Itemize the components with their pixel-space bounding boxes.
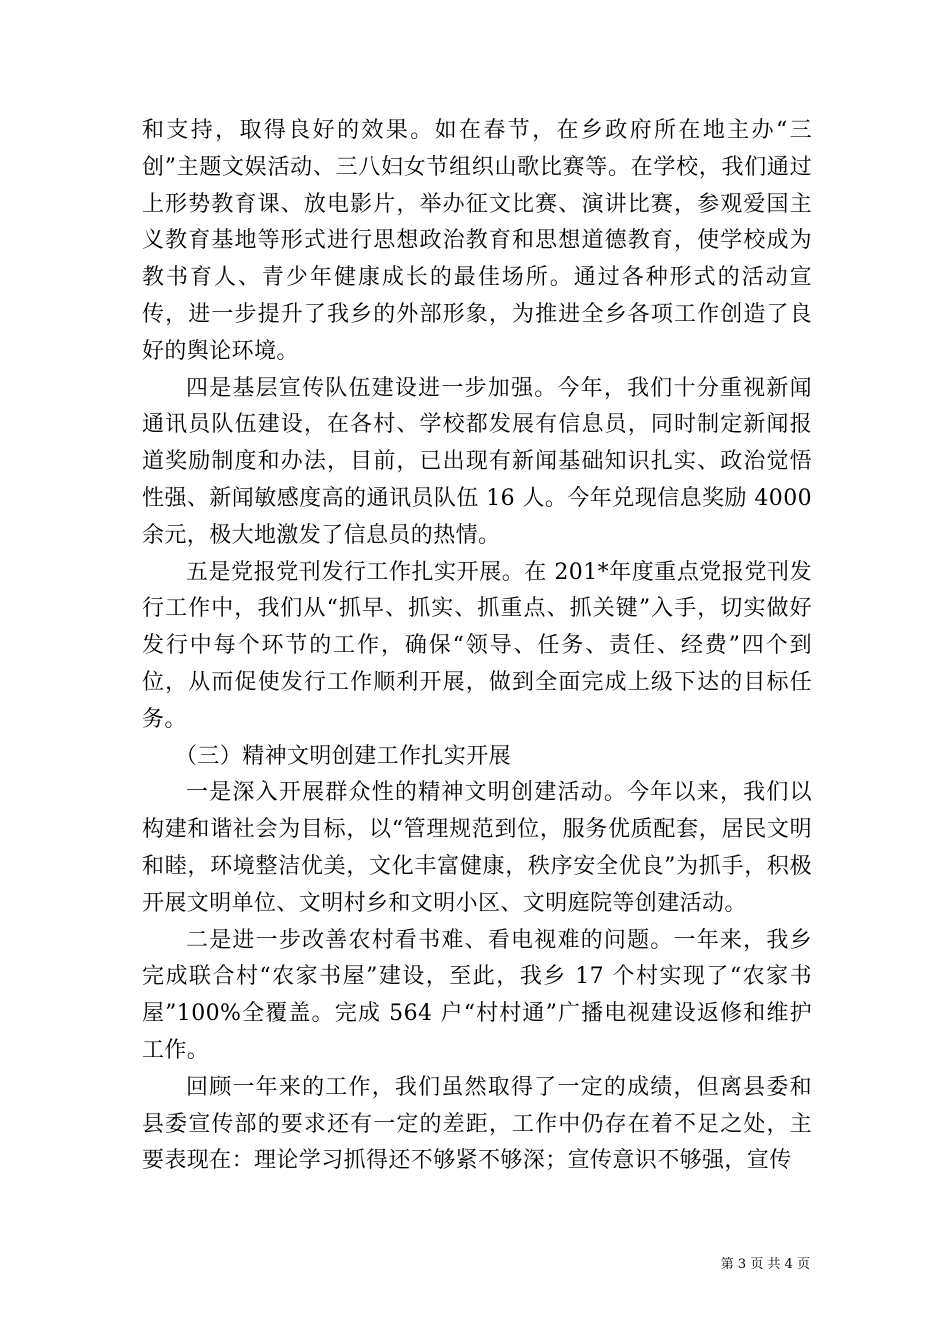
paragraph-party-newspaper: 五是党报党刊发行工作扎实开展。在 201*年度重点党报党刊发行工作中，我们从“抓早、抓实、抓重点、抓关键”入手，切实做好发行中每个环节的工作，确保“领导、任务、责任、经费”四个到位，从而促使发行工作顺利开展，做到全面完成上级下达的目标任务。 <box>142 559 812 732</box>
paragraph-publicity-team: 四是基层宣传队伍建设进一步加强。今年，我们十分重视新闻通讯员队伍建设，在各村、学校都发展有信息员，同时制定新闻报道奖励制度和办法，目前，已出现有新闻基础知识扎实、政治觉悟性强、新闻敏感度高的通讯员队伍 16 人。今年兑现信息奖励 4000余元，极大地激发了信息员的热情。 <box>142 375 812 548</box>
paragraph-civilization-activities: 一是深入开展群众性的精神文明创建活动。今年以来，我们以构建和谐社会为目标，以“管理规范到位，服务优质配套，居民文明和睦，环境整洁优美，文化丰富健康，秩序安全优良”为抓手，积极开展文明单位、文明村乡和文明小区、文明庭院等创建活动。 <box>142 780 812 916</box>
page-number: 第 3 页 共 4 页 <box>720 1257 810 1272</box>
paragraph-review-shortcomings: 回顾一年来的工作，我们虽然取得了一定的成绩，但离县委和县委宣传部的要求还有一定的差距，工作中仍存在着不足之处，主要表现在：理论学习抓得还不够紧不够深；宣传意识不够强，宣传 <box>142 1074 812 1174</box>
section-heading-civilization: （三）精神文明创建工作扎实开展 <box>175 743 512 769</box>
paragraph-rural-reading-tv: 二是进一步改善农村看书难、看电视难的问题。一年来，我乡完成联合村“农家书屋”建设，至此，我乡 17 个村实现了“农家书屋”100%全覆盖。完成 564 户“村村通”广播电视建设返修和维护工作。 <box>142 927 812 1063</box>
document-body <box>142 113 812 1180</box>
paragraph-activities-continued: 和支持，取得良好的效果。如在春节，在乡政府所在地主办“三创”主题文娱活动、三八妇女节组织山歌比赛等。在学校，我们通过上形势教育课、放电影片，举办征文比赛、演讲比赛，参观爱国主义教育基地等形式进行思想政治教育和思想道德教育，使学校成为教书育人、青少年健康成长的最佳场所。通过各种形式的活动宣传，进一步提升了我乡的外部形象，为推进全乡各项工作创造了良好的舆论环境。 <box>142 118 812 364</box>
